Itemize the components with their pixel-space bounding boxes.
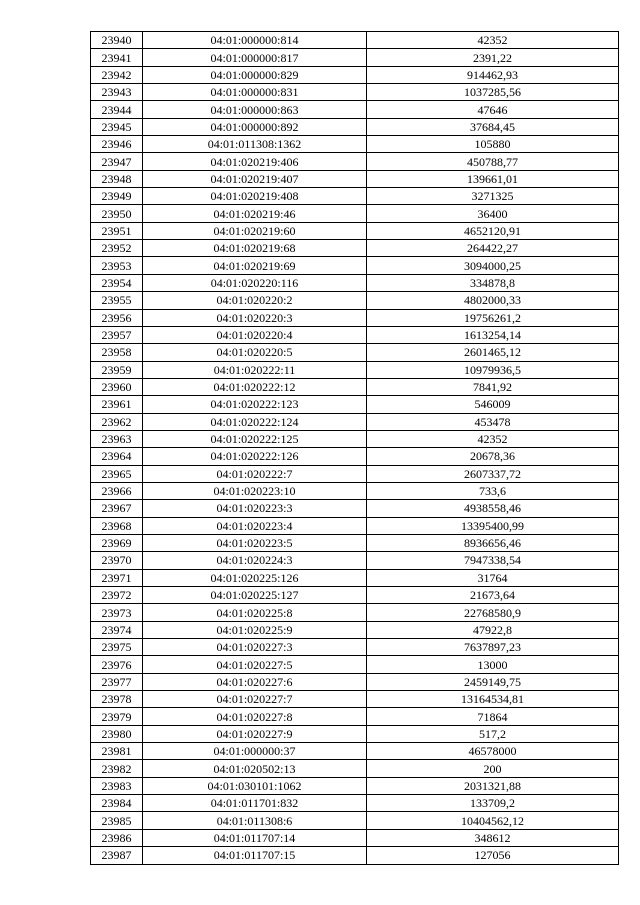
value-cell: 133709,2 bbox=[367, 795, 619, 812]
value-cell: 2459149,75 bbox=[367, 673, 619, 690]
row-number-cell: 23963 bbox=[91, 430, 143, 447]
table-row bbox=[91, 153, 619, 170]
value-cell: 2391,22 bbox=[367, 49, 619, 66]
value-cell: 2031321,88 bbox=[367, 777, 619, 794]
value-cell: 47922,8 bbox=[367, 621, 619, 638]
table-row bbox=[91, 621, 619, 638]
row-number-cell: 23946 bbox=[91, 136, 143, 153]
table-row bbox=[91, 84, 619, 101]
cadastral-number-cell: 04:01:020502:13 bbox=[143, 760, 367, 777]
value-cell: 200 bbox=[367, 760, 619, 777]
cadastral-number-cell: 04:01:020225:127 bbox=[143, 587, 367, 604]
table-row bbox=[91, 448, 619, 465]
row-number-cell: 23981 bbox=[91, 743, 143, 760]
cadastral-number-cell: 04:01:020220:116 bbox=[143, 274, 367, 291]
value-cell: 13164534,81 bbox=[367, 691, 619, 708]
table-row bbox=[91, 552, 619, 569]
row-number-cell: 23984 bbox=[91, 795, 143, 812]
cadastral-number-cell: 04:01:020227:9 bbox=[143, 725, 367, 742]
value-cell: 1613254,14 bbox=[367, 326, 619, 343]
row-number-cell: 23973 bbox=[91, 604, 143, 621]
value-cell: 348612 bbox=[367, 829, 619, 846]
table-row bbox=[91, 170, 619, 187]
value-cell: 31764 bbox=[367, 569, 619, 586]
table-row bbox=[91, 136, 619, 153]
row-number-cell: 23956 bbox=[91, 309, 143, 326]
cadastral-number-cell: 04:01:020222:125 bbox=[143, 430, 367, 447]
row-number-cell: 23971 bbox=[91, 569, 143, 586]
value-cell: 733,6 bbox=[367, 482, 619, 499]
cadastral-number-cell: 04:01:020222:11 bbox=[143, 361, 367, 378]
table-row bbox=[91, 361, 619, 378]
row-number-cell: 23949 bbox=[91, 188, 143, 205]
cadastral-number-cell: 04:01:011707:14 bbox=[143, 829, 367, 846]
cadastral-number-cell: 04:01:020227:3 bbox=[143, 639, 367, 656]
table-row bbox=[91, 205, 619, 222]
row-number-cell: 23962 bbox=[91, 413, 143, 430]
cadastral-number-cell: 04:01:020222:126 bbox=[143, 448, 367, 465]
table-row bbox=[91, 743, 619, 760]
cadastral-number-cell: 04:01:020227:8 bbox=[143, 708, 367, 725]
cadastral-number-cell: 04:01:011707:15 bbox=[143, 847, 367, 864]
value-cell: 21673,64 bbox=[367, 587, 619, 604]
value-cell: 450788,77 bbox=[367, 153, 619, 170]
table-row bbox=[91, 777, 619, 794]
value-cell: 46578000 bbox=[367, 743, 619, 760]
cadastral-number-cell: 04:01:011308:1362 bbox=[143, 136, 367, 153]
row-number-cell: 23968 bbox=[91, 517, 143, 534]
value-cell: 4652120,91 bbox=[367, 222, 619, 239]
row-number-cell: 23978 bbox=[91, 691, 143, 708]
cadastral-number-cell: 04:01:020219:406 bbox=[143, 153, 367, 170]
value-cell: 264422,27 bbox=[367, 240, 619, 257]
table-row bbox=[91, 639, 619, 656]
row-number-cell: 23940 bbox=[91, 32, 143, 49]
row-number-cell: 23967 bbox=[91, 500, 143, 517]
table-row bbox=[91, 587, 619, 604]
cadastral-number-cell: 04:01:020224:3 bbox=[143, 552, 367, 569]
cadastral-number-cell: 04:01:020227:6 bbox=[143, 673, 367, 690]
table-row bbox=[91, 725, 619, 742]
table-row bbox=[91, 465, 619, 482]
table-row bbox=[91, 274, 619, 291]
row-number-cell: 23979 bbox=[91, 708, 143, 725]
table-row bbox=[91, 673, 619, 690]
value-cell: 10979936,5 bbox=[367, 361, 619, 378]
row-number-cell: 23970 bbox=[91, 552, 143, 569]
cadastral-number-cell: 04:01:020225:8 bbox=[143, 604, 367, 621]
value-cell: 37684,45 bbox=[367, 118, 619, 135]
cadastral-number-cell: 04:01:030101:1062 bbox=[143, 777, 367, 794]
row-number-cell: 23972 bbox=[91, 587, 143, 604]
value-cell: 19756261,2 bbox=[367, 309, 619, 326]
row-number-cell: 23969 bbox=[91, 534, 143, 551]
row-number-cell: 23945 bbox=[91, 118, 143, 135]
table-row bbox=[91, 534, 619, 551]
cadastral-number-cell: 04:01:000000:814 bbox=[143, 32, 367, 49]
cadastral-number-cell: 04:01:000000:37 bbox=[143, 743, 367, 760]
cadastral-number-cell: 04:01:020222:124 bbox=[143, 413, 367, 430]
table-row bbox=[91, 292, 619, 309]
value-cell: 71864 bbox=[367, 708, 619, 725]
cadastral-number-cell: 04:01:020223:10 bbox=[143, 482, 367, 499]
row-number-cell: 23983 bbox=[91, 777, 143, 794]
row-number-cell: 23948 bbox=[91, 170, 143, 187]
cadastral-number-cell: 04:01:020219:46 bbox=[143, 205, 367, 222]
row-number-cell: 23980 bbox=[91, 725, 143, 742]
cadastral-number-cell: 04:01:020219:408 bbox=[143, 188, 367, 205]
table-row bbox=[91, 257, 619, 274]
table-row bbox=[91, 32, 619, 49]
table-body bbox=[91, 32, 619, 865]
value-cell: 4802000,33 bbox=[367, 292, 619, 309]
cadastral-number-cell: 04:01:020227:5 bbox=[143, 656, 367, 673]
row-number-cell: 23986 bbox=[91, 829, 143, 846]
value-cell: 1037285,56 bbox=[367, 84, 619, 101]
cadastral-number-cell: 04:01:000000:831 bbox=[143, 84, 367, 101]
cadastral-number-cell: 04:01:020223:5 bbox=[143, 534, 367, 551]
value-cell: 127056 bbox=[367, 847, 619, 864]
table-row bbox=[91, 812, 619, 829]
row-number-cell: 23947 bbox=[91, 153, 143, 170]
row-number-cell: 23941 bbox=[91, 49, 143, 66]
cadastral-number-cell: 04:01:020225:126 bbox=[143, 569, 367, 586]
value-cell: 47646 bbox=[367, 101, 619, 118]
table-row bbox=[91, 604, 619, 621]
table-row bbox=[91, 760, 619, 777]
cadastral-number-cell: 04:01:020223:4 bbox=[143, 517, 367, 534]
cadastral-number-cell: 04:01:020220:5 bbox=[143, 344, 367, 361]
table-row bbox=[91, 188, 619, 205]
row-number-cell: 23957 bbox=[91, 326, 143, 343]
value-cell: 42352 bbox=[367, 430, 619, 447]
row-number-cell: 23944 bbox=[91, 101, 143, 118]
row-number-cell: 23955 bbox=[91, 292, 143, 309]
cadastral-number-cell: 04:01:020223:3 bbox=[143, 500, 367, 517]
cadastral-number-cell: 04:01:020219:68 bbox=[143, 240, 367, 257]
table-row bbox=[91, 656, 619, 673]
value-cell: 4938558,46 bbox=[367, 500, 619, 517]
cadastral-number-cell: 04:01:000000:817 bbox=[143, 49, 367, 66]
table-row bbox=[91, 430, 619, 447]
table-row bbox=[91, 517, 619, 534]
row-number-cell: 23942 bbox=[91, 66, 143, 83]
row-number-cell: 23958 bbox=[91, 344, 143, 361]
row-number-cell: 23966 bbox=[91, 482, 143, 499]
cadastral-number-cell: 04:01:020220:3 bbox=[143, 309, 367, 326]
value-cell: 7841,92 bbox=[367, 378, 619, 395]
table-row bbox=[91, 708, 619, 725]
row-number-cell: 23965 bbox=[91, 465, 143, 482]
value-cell: 3094000,25 bbox=[367, 257, 619, 274]
cadastral-number-cell: 04:01:020225:9 bbox=[143, 621, 367, 638]
cadastral-number-cell: 04:01:020227:7 bbox=[143, 691, 367, 708]
value-cell: 8936656,46 bbox=[367, 534, 619, 551]
cadastral-value-table bbox=[90, 31, 619, 865]
value-cell: 334878,8 bbox=[367, 274, 619, 291]
row-number-cell: 23982 bbox=[91, 760, 143, 777]
table-row bbox=[91, 344, 619, 361]
table-row bbox=[91, 482, 619, 499]
value-cell: 13395400,99 bbox=[367, 517, 619, 534]
cadastral-number-cell: 04:01:000000:829 bbox=[143, 66, 367, 83]
row-number-cell: 23953 bbox=[91, 257, 143, 274]
value-cell: 7947338,54 bbox=[367, 552, 619, 569]
value-cell: 139661,01 bbox=[367, 170, 619, 187]
value-cell: 10404562,12 bbox=[367, 812, 619, 829]
value-cell: 453478 bbox=[367, 413, 619, 430]
row-number-cell: 23975 bbox=[91, 639, 143, 656]
table-row bbox=[91, 49, 619, 66]
value-cell: 2601465,12 bbox=[367, 344, 619, 361]
table-row bbox=[91, 569, 619, 586]
table-row bbox=[91, 396, 619, 413]
cadastral-number-cell: 04:01:000000:892 bbox=[143, 118, 367, 135]
row-number-cell: 23950 bbox=[91, 205, 143, 222]
value-cell: 2607337,72 bbox=[367, 465, 619, 482]
table-row bbox=[91, 326, 619, 343]
cadastral-number-cell: 04:01:020219:407 bbox=[143, 170, 367, 187]
row-number-cell: 23961 bbox=[91, 396, 143, 413]
value-cell: 36400 bbox=[367, 205, 619, 222]
value-cell: 13000 bbox=[367, 656, 619, 673]
cadastral-number-cell: 04:01:011308:6 bbox=[143, 812, 367, 829]
cadastral-number-cell: 04:01:020220:4 bbox=[143, 326, 367, 343]
table-row bbox=[91, 66, 619, 83]
table-row bbox=[91, 240, 619, 257]
cadastral-number-cell: 04:01:020222:12 bbox=[143, 378, 367, 395]
value-cell: 42352 bbox=[367, 32, 619, 49]
row-number-cell: 23964 bbox=[91, 448, 143, 465]
cadastral-number-cell: 04:01:011701:832 bbox=[143, 795, 367, 812]
table-row bbox=[91, 309, 619, 326]
row-number-cell: 23951 bbox=[91, 222, 143, 239]
row-number-cell: 23954 bbox=[91, 274, 143, 291]
table-row bbox=[91, 101, 619, 118]
row-number-cell: 23959 bbox=[91, 361, 143, 378]
row-number-cell: 23974 bbox=[91, 621, 143, 638]
value-cell: 20678,36 bbox=[367, 448, 619, 465]
cadastral-number-cell: 04:01:020222:7 bbox=[143, 465, 367, 482]
table-row bbox=[91, 829, 619, 846]
row-number-cell: 23952 bbox=[91, 240, 143, 257]
row-number-cell: 23985 bbox=[91, 812, 143, 829]
table-row bbox=[91, 847, 619, 864]
value-cell: 7637897,23 bbox=[367, 639, 619, 656]
cadastral-number-cell: 04:01:020222:123 bbox=[143, 396, 367, 413]
cadastral-number-cell: 04:01:020219:69 bbox=[143, 257, 367, 274]
cadastral-number-cell: 04:01:020219:60 bbox=[143, 222, 367, 239]
value-cell: 3271325 bbox=[367, 188, 619, 205]
value-cell: 517,2 bbox=[367, 725, 619, 742]
document-page bbox=[90, 31, 618, 865]
table-row bbox=[91, 378, 619, 395]
table-row bbox=[91, 222, 619, 239]
table-row bbox=[91, 795, 619, 812]
value-cell: 22768580,9 bbox=[367, 604, 619, 621]
table-row bbox=[91, 413, 619, 430]
row-number-cell: 23976 bbox=[91, 656, 143, 673]
table-row bbox=[91, 691, 619, 708]
value-cell: 105880 bbox=[367, 136, 619, 153]
row-number-cell: 23977 bbox=[91, 673, 143, 690]
row-number-cell: 23960 bbox=[91, 378, 143, 395]
row-number-cell: 23943 bbox=[91, 84, 143, 101]
value-cell: 914462,93 bbox=[367, 66, 619, 83]
value-cell: 546009 bbox=[367, 396, 619, 413]
cadastral-number-cell: 04:01:000000:863 bbox=[143, 101, 367, 118]
row-number-cell: 23987 bbox=[91, 847, 143, 864]
cadastral-number-cell: 04:01:020220:2 bbox=[143, 292, 367, 309]
table-row bbox=[91, 500, 619, 517]
table-row bbox=[91, 118, 619, 135]
